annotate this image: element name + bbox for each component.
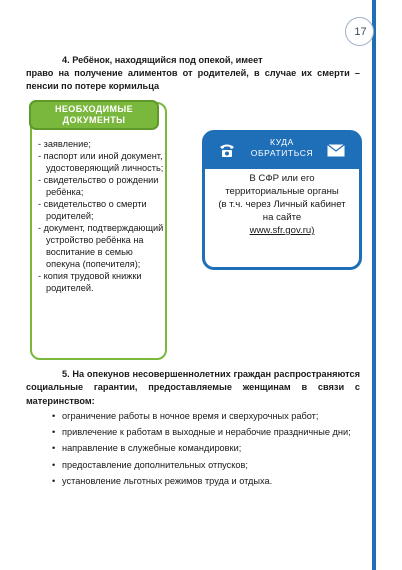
document-item: - заявление;	[38, 139, 91, 149]
documents-title: НЕОБХОДИМЫЕ ДОКУМЕНТЫ	[55, 104, 133, 125]
section5-bullets	[26, 410, 360, 488]
bullet-dot-icon: •	[52, 427, 56, 438]
right-border-line	[372, 0, 376, 570]
contact-line2: (в т.ч. через Личный кабинет на сайте	[218, 199, 346, 223]
contact-line1: В СФР или его территориальные органы	[225, 173, 339, 197]
section4-heading-rest: право на получение алиментов от родителей, в случае их смерти – пенсии по потере кормильца	[26, 68, 360, 91]
document-item: - копия трудовой книжки родителей.	[38, 271, 142, 293]
mail-icon	[327, 144, 345, 157]
document-item: - документ, подтверждающий устройство ребёнка на воспитание в семью опекуна (попечителя);	[38, 223, 164, 269]
contact-title: КУДА ОБРАТИТЬСЯ	[250, 137, 314, 158]
document-item: - паспорт или иной документ, удостоверяющий личность;	[38, 151, 164, 173]
bullet-item: • привлечение к работам в выходные и нерабочие праздничные дни;	[26, 426, 360, 439]
document-item: - свидетельство о рождении ребёнка;	[38, 175, 159, 197]
bullet-item: • установление льготных режимов труда и отдыха.	[26, 475, 360, 488]
documents-header	[29, 100, 159, 130]
bullet-dot-icon: •	[52, 459, 56, 470]
documents-list	[38, 138, 166, 294]
sfr-website-link[interactable]: www.sfr.gov.ru)	[249, 225, 315, 236]
section5	[26, 368, 360, 491]
page-number: 17	[354, 26, 367, 38]
phone-icon	[218, 142, 236, 158]
bullet-item: • ограничение работы в ночное время и сверхурочных работ;	[26, 410, 360, 423]
bullet-item: • направление в служебные командировки;	[26, 442, 360, 455]
section4-heading	[26, 54, 360, 93]
bullet-dot-icon: •	[52, 410, 56, 421]
bullet-dot-icon: •	[52, 443, 56, 454]
contact-body	[212, 172, 352, 237]
bullet-dot-icon: •	[52, 476, 56, 487]
document-item: - свидетельство о смерти родителей;	[38, 199, 147, 221]
section4-heading-line1: 4. Ребёнок, находящийся под опекой, имеет	[62, 55, 263, 65]
section5-title: 5. На опекунов несовершеннолетних граждан распространяются социальные гарантии, предоставляемые женщинам в связи с материнством:	[26, 369, 360, 406]
page-number-badge	[345, 17, 374, 46]
bullet-item: • предоставление дополнительных отпусков;	[26, 459, 360, 472]
